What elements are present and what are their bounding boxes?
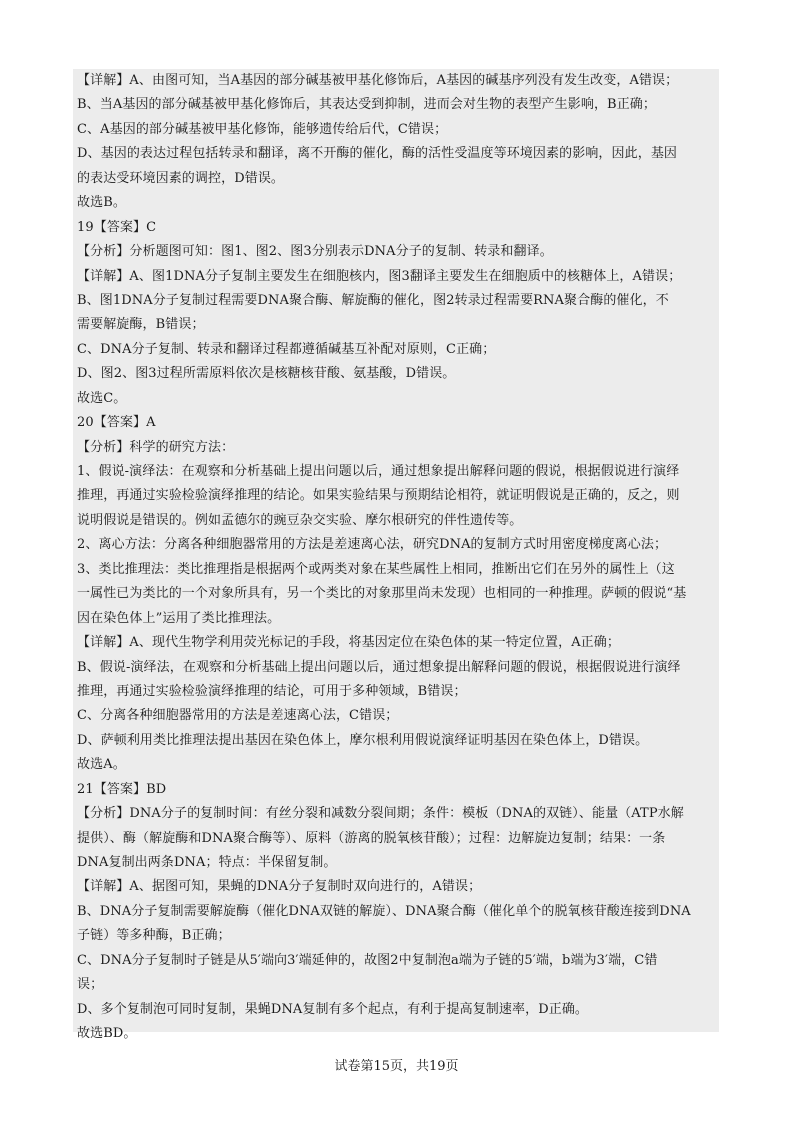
text-line: 说明假说是错误的。例如孟德尔的豌豆杂交实验、摩尔根研究的伴性遗传等。 xyxy=(77,512,523,528)
text-line: 2、离心方法：分离各种细胞器常用的方法是差速离心法，研究DNA的复制方式时用密度梯度离心法； xyxy=(77,537,668,553)
text-line: D、多个复制泡可同时复制，果蝇DNA复制有多个起点，有利于提高复制速率，D正确。 xyxy=(77,1001,589,1017)
text-line: 故选A。 xyxy=(77,757,126,773)
text-line: 3、类比推理法：类比推理指是根据两个或两类对象在某些属性上相同，推断出它们在另外的属性上（这 xyxy=(77,561,675,577)
text-line: C、DNA分子复制、转录和翻译过程都遵循碱基互补配对原则，C正确； xyxy=(77,341,496,357)
text-line: 21【答案】BD xyxy=(77,781,167,797)
text-line: 19【答案】C xyxy=(77,219,157,235)
text-line: 【分析】分析题图可知：图1、图2、图3分别表示DNA分子的复制、转录和翻译。 xyxy=(77,244,553,260)
text-line: 【详解】A、现代生物学利用荧光标记的手段，将基因定位在染色体的某一特定位置，A正确； xyxy=(77,635,620,651)
text-line: 【分析】科学的研究方法： xyxy=(77,439,235,455)
text-line: 1、假说-演绎法：在观察和分析基础上提出问题以后，通过想象提出解释问题的假说，根据假说进行演绎 xyxy=(77,464,680,479)
text-line: 需要解旋酶，B错误； xyxy=(77,317,205,333)
text-line: 故选C。 xyxy=(77,390,127,406)
text-line: 提供）、酶（解旋酶和DNA聚合酶等）、原料（游离的脱氧核苷酸）；过程：边解旋边复制；结果：一条 xyxy=(77,830,666,846)
text-line: B、当A基因的部分碱基被甲基化修饰后，其表达受到抑制，进而会对生物的表型产生影响，B正确； xyxy=(77,97,656,113)
text-line: 【分析】DNA分子的复制时间：有丝分裂和减数分裂间期；条件：模板（DNA的双链）、能量（ATP水解 xyxy=(77,806,684,822)
text-line: 推理，再通过实验检验演绎推理的结论。如果实验结果与预期结论相符，就证明假说是正确的，反之，则 xyxy=(77,488,680,504)
text-line: 故选B。 xyxy=(77,195,126,211)
text-line: D、图2、图3过程所需原料依次是核糖核苷酸、氨基酸，D错误。 xyxy=(77,366,456,382)
text-line: 【详解】A、据图可知，果蝇的DNA分子复制时双向进行的，A错误； xyxy=(77,879,482,895)
text-line: B、图1DNA分子复制过程需要DNA聚合酶、解旋酶的催化，图2转录过程需要RNA聚合酶的催化，不 xyxy=(77,292,669,308)
text-line: C、A基因的部分碱基被甲基化修饰，能够遗传给后代，C错误； xyxy=(77,121,448,137)
text-line: B、DNA分子复制需要解旋酶（催化DNA双链的解旋）、DNA聚合酶（催化单个的脱氧核苷酸连接到DNA xyxy=(77,903,691,919)
text-line: 【详解】A、由图可知，当A基因的部分碱基被甲基化修饰后，A基因的碱基序列没有发生改变，A错误； xyxy=(77,73,679,88)
text-line: 因在染色体上”运用了类比推理法。 xyxy=(77,610,281,626)
text-line: D、基因的表达过程包括转录和翻译，离不开酶的催化，酶的活性受温度等环境因素的影响，因此，基因 xyxy=(77,146,678,162)
text-line: 的表达受环境因素的调控，D错误。 xyxy=(77,170,285,186)
text-line: DNA复制出两条DNA；特点：半保留复制。 xyxy=(77,855,337,870)
text-line: 20【答案】A xyxy=(77,415,156,431)
text-line: B、假说-演绎法，在观察和分析基础上提出问题以后，通过想象提出解释问题的假说，根据假说进行演绎 xyxy=(77,659,681,675)
page-footer: 试卷第15页，共19页 xyxy=(334,1059,459,1074)
text-line: 推理，再通过实验检验演绎推理的结论，可用于多种领域，B错误； xyxy=(77,683,467,699)
answer-text-block xyxy=(73,69,719,1042)
text-line: 子链）等多种酶，B正确； xyxy=(77,928,231,944)
text-line: 一属性已为类比的一个对象所具有，另一个类比的对象那里尚未发现）也相同的一种推理。萨顿的假说“基 xyxy=(77,586,687,602)
text-line: 故选BD。 xyxy=(77,1026,137,1042)
text-line: 【详解】A、图1DNA分子复制主要发生在细胞核内，图3翻译主要发生在细胞质中的核糖体上，A错误； xyxy=(77,268,682,284)
text-line: C、DNA分子复制时子链是从5′端向3′端延伸的，故图2中复制泡a端为子链的5′端，b端为3′端，C错 xyxy=(77,952,658,968)
text-line: 误； xyxy=(77,977,104,993)
text-line: D、萨顿利用类比推理法提出基因在染色体上，摩尔根利用假说演绎证明基因在染色体上，D错误。 xyxy=(77,732,649,748)
text-line: C、分离各种细胞器常用的方法是差速离心法，C错误； xyxy=(77,708,399,724)
